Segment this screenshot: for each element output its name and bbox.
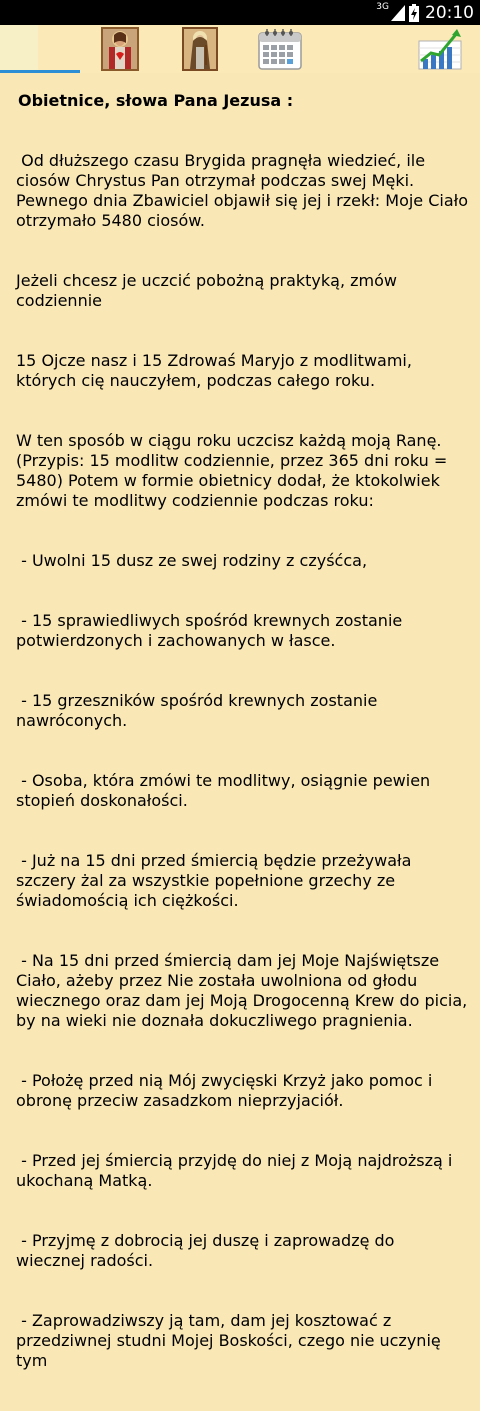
list-item: - Położę przed nią Mój zwycięski Krzyż jako pomoc i obronę przeciw zasadzkom nieprzyjaciół. [16,1071,438,1110]
list-item: - Osoba, która zmówi te modlitwy, osiągnie pewien stopień doskonałości. [16,771,436,810]
page-title: Obietnice, słowa Pana Jezusa : [18,91,294,110]
content-area[interactable] [0,73,480,1370]
tab-empty[interactable] [320,25,400,73]
list-item: - 15 sprawiedliwych spośród krewnych zostanie potwierdzonych i zachowanych w łasce. [16,611,408,650]
sacred-heart-image-icon [100,27,140,71]
list-item: - Uwolni 15 dusz ze swej rodziny z czyśćca, [16,551,368,570]
list-item: - Przed jej śmiercią przyjdę do niej z Moją najdroższą i ukochaną Matką. [16,1151,458,1190]
status-bar [0,0,480,25]
list-item: - Na 15 dni przed śmiercią dam jej Moje Najświętsze Ciało, ażeby przez Nie została uwolniona od głodu wiecznego oraz dam jej Moją Drogocenną Krew do picia, by na wieki nie doznała dokuczliwego pragnienia. [16,951,473,1030]
paragraph: 15 Ojcze nasz i 15 Zdrowaś Maryjo z modlitwami, których cię nauczyłem, podczas całego roku. [16,351,418,390]
list-item: - Już na 15 dni przed śmiercią będzie przeżywała szczery żal za wszystkie popełnione grzechy ze świadomością ich ciężkości. [16,851,417,910]
tab-sacred-heart[interactable] [80,25,160,73]
saint-image-icon [180,27,220,71]
status-icons [376,0,474,25]
tab-blank-fill [0,25,38,73]
paragraph: Jeżeli chcesz je uczcić pobożną praktyką, zmów codziennie [16,271,403,310]
signal-icon [391,5,405,21]
body-text [16,111,474,1411]
tab-calendar[interactable] [240,25,320,73]
tab-saint[interactable] [160,25,240,73]
battery-charging-icon [409,4,419,22]
paragraph: W ten sposób w ciągu roku uczcisz każdą moją Ranę. (Przypis: 15 modlitw codziennie, przez 365 dni roku = 5480) Potem w formie obietnicy dodał, że ktokolwiek zmówi te modlitwy codziennie podczas roku: [16,431,453,510]
calendar-icon [260,27,300,71]
list-item: - Przyjmę z dobrocią jej duszę i zaprowadzę do wiecznej radości. [16,1231,400,1270]
tab-blank[interactable] [0,25,80,73]
network-type-label: 3G [376,2,389,12]
paragraph: Od dłuższego czasu Brygida pragnęła wiedzieć, ile ciosów Chrystus Pan otrzymał podczas swej Męki. Pewnego dnia Zbawiciel objawił się jej i rzekł: Moje Ciało otrzymało 5480 ciosów. [16,151,474,230]
tab-chart[interactable] [400,25,480,73]
list-item: - Zaprowadziwszy ją tam, dam jej kosztować z przedziwnej studni Mojej Boskości, czego nie uczynię tym [16,1311,446,1370]
list-item: - 15 grzeszników spośród krewnych zostanie nawróconych. [16,691,383,730]
tab-bar [0,25,480,73]
clock: 20:10 [425,2,474,23]
growth-chart-icon [420,27,460,71]
